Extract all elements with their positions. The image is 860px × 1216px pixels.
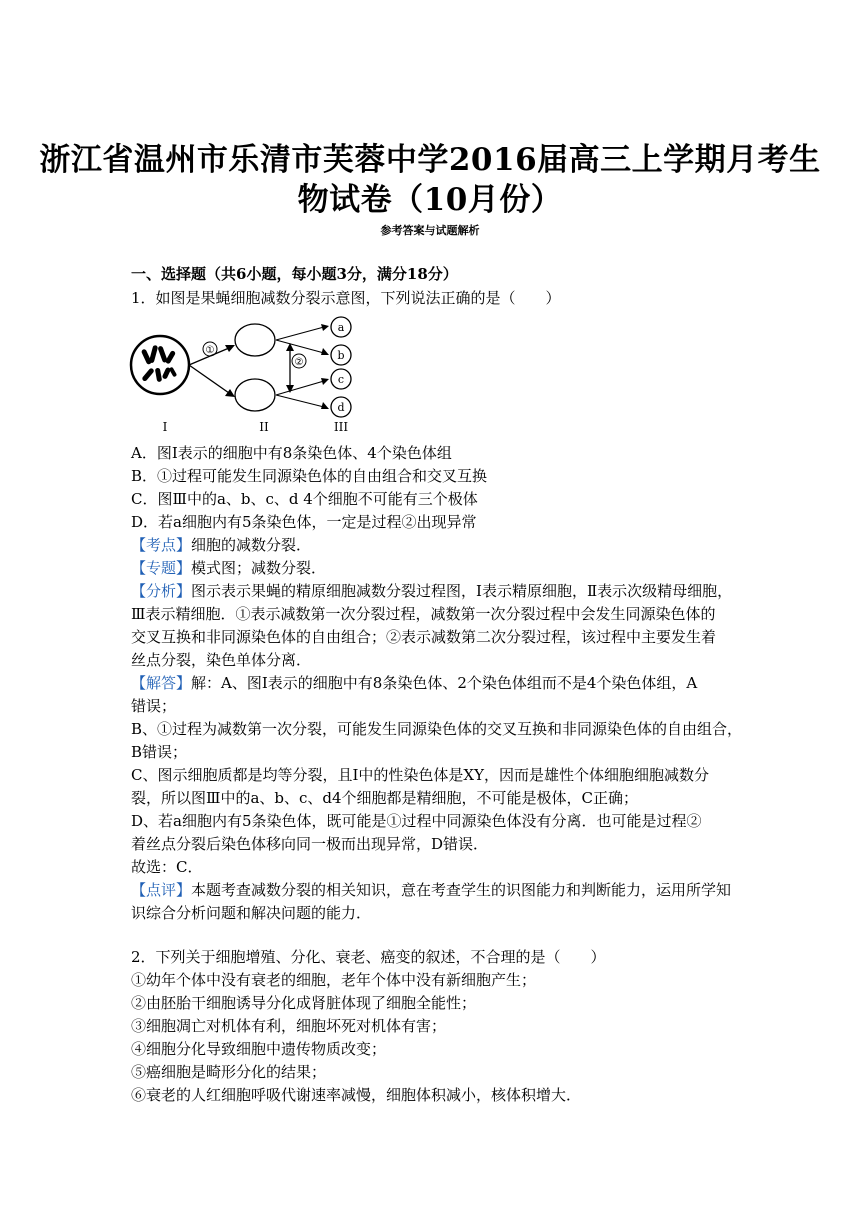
meiosis-diagram	[127, 315, 367, 435]
q1-answer: 故选：C．	[131, 858, 203, 876]
q1-kaodian	[131, 535, 731, 555]
stage-label-i: I	[162, 420, 168, 434]
q2-item-1: ①幼年个体中没有衰老的细胞，老年个体中没有新细胞产生；	[131, 971, 537, 989]
step2-label: ②	[294, 357, 304, 368]
kaodian-tag: 【考点】	[131, 536, 192, 554]
cell-i	[131, 336, 189, 394]
kaodian-text: 细胞的减数分裂．	[191, 536, 312, 554]
cell-ii-bottom	[235, 379, 275, 411]
fenxi-tag: 【分析】	[131, 582, 192, 600]
q1-dianping-1	[131, 880, 731, 900]
q1-jieda-3: B、①过程为减数第一次分裂，可能发生同源染色体的交叉互换和非同源染色体的自由组合，	[131, 720, 743, 738]
q1-jieda-6: 裂，所以图Ⅲ中的a、b、c、d4个细胞都是精细胞，不可能是极体，C正确；	[131, 789, 639, 807]
q2-item-6: ⑥衰老的人红细胞呼吸代谢速率减慢，细胞体积减小，核体积增大．	[131, 1086, 582, 1104]
page-title-line1: 浙江省温州市乐清市芙蓉中学2016届高三上学期月考生	[39, 142, 821, 178]
section-heading: 一、选择题（共6小题，每小题3分，满分18分）	[131, 265, 458, 283]
q1-dianping-2: 识综合分析问题和解决问题的能力．	[131, 904, 372, 922]
q1-fenxi-2: Ⅲ表示精细胞．①表示减数第一次分裂过程，减数第一次分裂过程中会发生同源染色体的	[131, 605, 716, 623]
dianping-text-1: 本题考查减数分裂的相关知识，意在考查学生的识图能力和判断能力，运用所学知	[191, 881, 732, 899]
q1-jieda-8: 着丝点分裂后染色体移向同一极而出现异常，D错误．	[131, 835, 489, 853]
chromosomes-icon	[141, 345, 177, 382]
dianping-tag: 【点评】	[131, 881, 192, 899]
stage-label-ii: II	[259, 420, 269, 434]
cell-d-label: d	[337, 401, 345, 414]
q2-item-5: ⑤癌细胞是畸形分化的结果；	[131, 1063, 327, 1081]
q1-stem: 1．如图是果蝇细胞减数分裂示意图，下列说法正确的是（ ）	[131, 289, 561, 307]
q1-fenxi-1	[131, 581, 731, 601]
cell-c-label: c	[337, 373, 345, 386]
cell-ii-top	[235, 324, 275, 356]
q2-item-3: ③细胞凋亡对机体有利，细胞坏死对机体有害；	[131, 1017, 447, 1035]
zhuanti-text: 模式图；减数分裂．	[191, 559, 327, 577]
q1-jieda-7: D、若a细胞内有5条染色体，既可能是①过程中同源染色体没有分离．也可能是过程②	[131, 812, 702, 830]
q1-jieda-5: C、图示细胞质都是均等分裂，且Ⅰ中的性染色体是XY，因而是雄性个体细胞细胞减数分	[131, 766, 709, 784]
q1-option-b: B．①过程可能发生同源染色体的自由组合和交叉互换	[131, 467, 488, 485]
cell-b-label: b	[337, 349, 345, 362]
q1-fenxi-4: 丝点分裂，染色单体分离．	[131, 651, 312, 669]
q2-item-4: ④细胞分化导致细胞中遗传物质改变；	[131, 1040, 387, 1058]
step1-label: ①	[205, 345, 215, 356]
q1-jieda-1	[131, 673, 731, 693]
zhuanti-tag: 【专题】	[131, 559, 192, 577]
q1-zhuanti	[131, 558, 731, 578]
q1-option-a: A．图Ⅰ表示的细胞中有8条染色体、4个染色体组	[131, 444, 452, 462]
q2-item-2: ②由胚胎干细胞诱导分化成肾脏体现了细胞全能性；	[131, 994, 477, 1012]
q1-jieda-4: B错误；	[131, 743, 188, 761]
q1-option-c: C．图Ⅲ中的a、b、c、d 4个细胞不可能有三个极体	[131, 490, 478, 508]
q2-stem: 2．下列关于细胞增殖、分化、衰老、癌变的叙述，不合理的是（ ）	[131, 948, 606, 966]
q1-option-d: D．若a细胞内有5条染色体，一定是过程②出现异常	[131, 513, 477, 531]
stage-label-iii: III	[333, 420, 349, 434]
q1-fenxi-3: 交叉互换和非同源染色体的自由组合；②表示减数第二次分裂过程，该过程中主要发生着	[131, 628, 717, 646]
fenxi-text-1: 图示表示果蝇的精原细胞减数分裂过程图，Ⅰ表示精原细胞，Ⅱ表示次级精母细胞，	[191, 582, 733, 600]
jieda-tag: 【解答】	[131, 674, 192, 692]
q1-jieda-2: 错误；	[131, 697, 177, 715]
page-subtitle: 参考答案与试题解析	[380, 224, 480, 237]
cell-a-label: a	[337, 321, 345, 334]
jieda-text-1: 解：A、图Ⅰ表示的细胞中有8条染色体、2个染色体组而不是4个染色体组，A	[191, 674, 698, 692]
page-title-line2: 物试卷（10月份）	[297, 182, 563, 218]
